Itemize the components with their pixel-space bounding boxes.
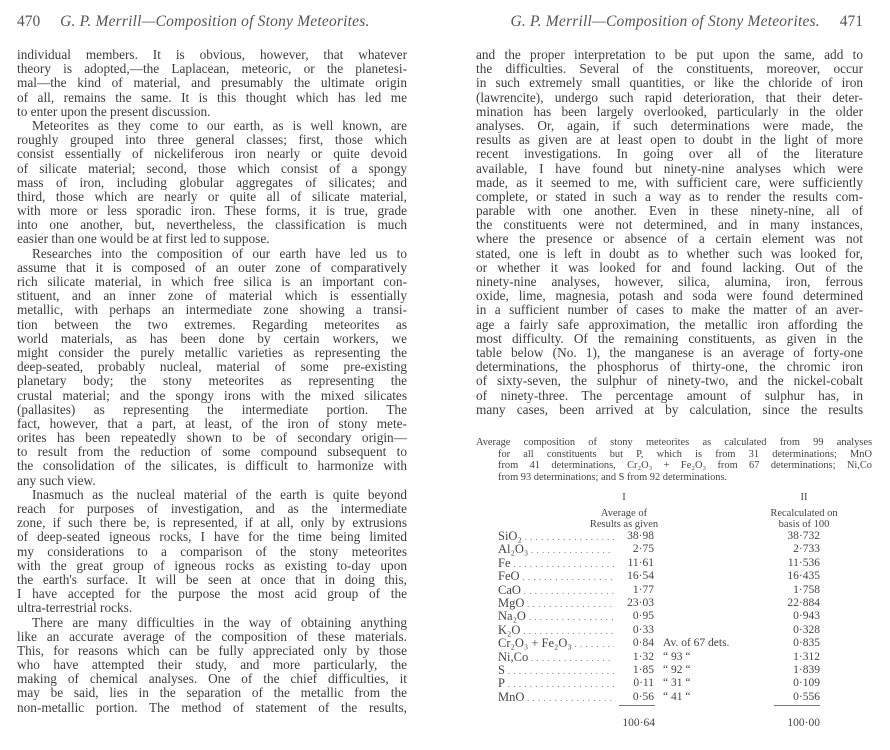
text-line: crustal material; and the spongy irons with the mixed silicates <box>17 388 407 403</box>
value-recalculated: 2·733 <box>793 543 820 556</box>
text-line: orites has been repeatedly shown to be of secondary origin— <box>17 431 407 446</box>
value-given: 23·03 <box>627 596 654 609</box>
text-line: may be said, lies in the separation of the metallic from the <box>17 686 407 701</box>
value-recalculated: 11·536 <box>787 556 820 569</box>
text-line: metallic, with perhaps an intermediate zone showing a transi- <box>17 303 407 318</box>
text-line: where the presence or absence of a certain element was not <box>476 232 863 247</box>
text-line: rich silicate material, in which free silica is an important con- <box>17 275 407 289</box>
text-line: available, I have found but ninety-nine analyses which were <box>476 161 863 176</box>
value-given: 0·84 <box>632 637 654 650</box>
text-line: to result from the reduction of some compound subsequent to <box>17 445 407 460</box>
text-line: ultra-terrestrial rocks. <box>17 601 133 616</box>
value-given: 11·61 <box>627 556 654 569</box>
value-recalculated: 38·732 <box>787 530 820 542</box>
value-recalculated: 22·884 <box>787 596 820 609</box>
text-line: There are many difficulties in the way of obtaining anything <box>32 615 407 630</box>
caption-line: from 93 determinations; and S from 92 determinations. <box>498 471 728 483</box>
table-caption <box>476 437 872 483</box>
table-row <box>476 691 876 704</box>
text-line: (lawrencite), undergo such rapid deterioration, that their deter- <box>476 90 863 105</box>
text-line: fact, however, that a part, at least, of the iron of stony mete- <box>17 416 407 431</box>
text-line: world materials, as has been done by certain workers, we <box>17 331 407 346</box>
text-line: most difficulty. Of the remaining constituents, as given in the <box>476 331 863 346</box>
text-line: determinations, the phosphorus of thirty-one, the chromic iron <box>476 360 863 375</box>
running-title: G. P. Merrill—Composition of Stony Meteorites. <box>60 13 370 30</box>
value-given: 0·33 <box>632 623 654 636</box>
text-line: of silicate material; second, those which consist of a spongy <box>17 161 407 176</box>
total-given: 100·64 <box>622 717 655 729</box>
text-line: might consider the purely metallic varieties as representing the <box>17 345 407 360</box>
constituent-name: K₂O . . . <box>498 624 614 638</box>
text-line: results as given are at least open to doubt in the light of more <box>476 133 863 148</box>
constituent-name: Cr₂O₃ + Fe₂O₃ . . . <box>498 637 614 651</box>
text-line: stated, one is left in doubt as to whether such was looked for, <box>476 246 863 261</box>
text-line: the difficulties. Several of the constituents, moreover, occur <box>476 62 863 77</box>
text-line: analyses. Or, again, if such determinations were made, the <box>476 118 863 133</box>
text-line: of all, remains the same. It is this thought which has led me <box>17 90 407 105</box>
running-head-left <box>17 13 407 31</box>
text-line: in a sufficient number of cases to make the matter of an aver- <box>476 303 863 318</box>
text-line: age a fairly safe approximation, the metallic iron affording the <box>476 317 863 332</box>
determination-note: “ 92 “ <box>663 663 691 676</box>
determination-note: “ 31 “ <box>663 677 691 690</box>
value-recalculated: 1·839 <box>793 663 820 676</box>
value-recalculated: 0·556 <box>793 690 820 703</box>
text-line: easier than one would be at first led to suppose. <box>17 232 270 247</box>
determination-note: Av. of 67 dets. <box>663 637 730 650</box>
text-line: any such view. <box>17 473 96 488</box>
text-line: parable with one another. Even in these ninety-nine, all of <box>476 204 863 219</box>
table-rows <box>476 530 876 704</box>
constituent-name: Fe . . . <box>498 557 614 571</box>
constituent-name: CaO . . . <box>498 584 614 598</box>
text-line: oxide, lime, magnesia, potash and soda were found determined <box>476 289 863 304</box>
text-line: mass of iron, including globular aggregates of silicates; and <box>17 175 407 190</box>
text-line: ninety-nine analyses, however, silica, alumina, iron, ferrous <box>476 275 863 289</box>
table-row <box>476 610 876 623</box>
value-given: 1·32 <box>632 650 654 663</box>
right-body-text <box>476 48 863 417</box>
text-line: the consolidation of the silicates, is difficult to harmonize with <box>17 459 407 474</box>
text-line: many cases, been arrived at by calculation, since the results <box>476 402 863 417</box>
text-line: theory is adopted,—the Laplacean, meteoric, or the planetesi- <box>17 62 407 77</box>
value-given: 0·11 <box>633 677 654 690</box>
value-recalculated: 0·943 <box>793 610 820 623</box>
column-numeral: II <box>800 492 808 503</box>
text-line: mal—the kind of material, and presumably the ultimate origin <box>17 76 407 91</box>
text-line: like an accurate average of the composition of these materials. <box>17 629 407 644</box>
text-line: recent investigations. In going over all of the literature <box>476 147 863 162</box>
constituent-name: Al₂O₃ . . . <box>498 543 614 557</box>
column-header-line: Results as given <box>589 519 659 530</box>
column-header-given <box>564 492 684 531</box>
text-line: roughly grouped into three general classes; first, those which <box>17 133 407 148</box>
text-line: deep-seated, probably nucleal, material of some pre-existing <box>17 360 407 375</box>
value-recalculated: 0·328 <box>793 623 820 636</box>
text-line: who have attempted their study, and more particularly, the <box>17 658 407 673</box>
text-line: consist essentially of nickeliferous iron nearly or quite devoid <box>17 147 407 162</box>
value-recalculated: 0·109 <box>793 677 820 690</box>
running-title: G. P. Merrill—Composition of Stony Meteorites. <box>510 13 820 30</box>
text-line: of deep-seated igneous rocks, I have for the time being limited <box>17 530 407 545</box>
value-given: 2·75 <box>632 543 654 556</box>
text-line: This, for reasons which can be fully appreciated only by those <box>17 643 407 658</box>
text-line: third, those which are nearly or quite all of silicate material, <box>17 189 407 204</box>
text-line: (pallasites) as representing the intermediate portion. The <box>17 402 407 417</box>
value-given: 1·77 <box>632 583 654 596</box>
table-row <box>476 637 876 650</box>
caption-line: from 41 determinations, Cr₂O₃ + Fe₂O₃ from 67 determinations; Ni,Co <box>498 460 872 472</box>
total-rule <box>619 705 655 706</box>
constituent-name: MgO . . . <box>498 597 614 611</box>
left-body-text <box>17 48 407 715</box>
text-line: making of chemical analyses. One of the chief difficulties, it <box>17 672 407 687</box>
column-header-recalculated <box>744 492 864 531</box>
text-line: my considerations to a comparison of the stony meteorites <box>17 544 407 559</box>
value-given: 1·85 <box>632 663 654 676</box>
text-line: complete, or stated in such a way as to render the results com- <box>476 189 863 204</box>
text-line: table below (No. 1), the manganese is an average of forty-one <box>476 345 863 360</box>
value-given: 38·98 <box>627 530 654 542</box>
right-page <box>476 0 872 750</box>
caption-line: Average composition of stony meteorites as calculated from 99 analyses <box>476 437 872 448</box>
text-line: stituent, and an inner zone of material which is essentially <box>17 289 407 304</box>
text-line: to enter upon the present discussion. <box>17 104 211 119</box>
table-row <box>476 543 876 556</box>
table-row <box>476 677 876 690</box>
column-header-line: Average of <box>600 507 648 519</box>
text-line: Inasmuch as the nucleal material of the earth is quite beyond <box>32 487 407 502</box>
text-line: of ninety-three. The percentage amount of sulphur has, in <box>476 388 863 403</box>
value-given: 0·56 <box>632 690 654 703</box>
text-line: tion between the two extremes. Regarding meteorites as <box>17 317 407 332</box>
total-recalculated: 100·00 <box>787 717 820 729</box>
determination-note: “ 93 “ <box>663 650 691 663</box>
table-row <box>476 530 876 543</box>
table-row <box>476 570 876 583</box>
text-line: planetary body; the stony meteorites as representing the <box>17 374 407 389</box>
text-line: mination has been largely overlooked, particularly in the older <box>476 104 863 119</box>
text-line: individual members. It is obvious, however, that whatever <box>17 48 407 62</box>
text-line: of sixty-seven, the sulphur of ninety-two, and the nickel-cobalt <box>476 374 863 389</box>
value-given: 0·95 <box>632 610 654 623</box>
column-numeral: I <box>622 492 626 503</box>
text-line: and the proper interpretation to be put upon the same, add to <box>476 48 863 62</box>
table-row <box>476 624 876 637</box>
value-recalculated: 1·312 <box>793 650 820 663</box>
text-line: the constituents were not determined, and in many instances, <box>476 218 863 233</box>
text-line: in such extremely small quantities, or like the chloride of iron <box>476 76 863 91</box>
text-line: reach for purposes of investigation, and as the intermediate <box>17 502 407 516</box>
text-line: with more or less sporadic iron. These forms, it is true, grade <box>17 204 407 219</box>
total-rule <box>774 705 820 706</box>
constituent-name: MnO . . . <box>498 691 614 705</box>
table-row <box>476 557 876 570</box>
column-header-line: basis of 100 <box>778 519 830 530</box>
column-header-line: Recalculated on <box>770 507 838 519</box>
constituent-name: P . . . <box>498 677 614 691</box>
value-recalculated: 0·835 <box>793 637 820 650</box>
text-line: or whether it was looked for and found lacking. Out of the <box>476 260 863 275</box>
determination-note: “ 41 “ <box>663 690 691 703</box>
value-recalculated: 16·435 <box>787 570 820 583</box>
table-row <box>476 664 876 677</box>
running-head-right <box>476 13 863 31</box>
left-page <box>17 0 407 750</box>
constituent-name: FeO . . . <box>498 570 614 584</box>
text-line: into one another, but, nevertheless, the classification is much <box>17 218 407 233</box>
value-recalculated: 1·758 <box>793 583 820 596</box>
page-number: 470 <box>17 13 41 30</box>
constituent-name: SiO₂ . . . <box>498 530 614 544</box>
text-line: made, as it seemed to me, with sufficient care, were sufficiently <box>476 175 863 190</box>
page-number: 471 <box>839 13 863 30</box>
table-row <box>476 597 876 610</box>
text-line: Researches into the composition of our earth have led us to <box>32 246 407 261</box>
text-line: zone, if such there be, is represented, if at all, only by extrusions <box>17 516 407 531</box>
constituent-name: Ni,Co . . . <box>498 651 614 665</box>
constituent-name: Na₂O . . . <box>498 610 614 624</box>
text-line: assume that it is composed of an outer zone of comparatively <box>17 260 407 275</box>
table-row <box>476 651 876 664</box>
text-line: the earth's surface. It will be seen at once that in doing this, <box>17 572 407 587</box>
text-line: Meteorites as they come to our earth, as is well known, are <box>32 118 407 133</box>
constituent-name: S . . . <box>498 664 614 678</box>
text-line: with the great group of igneous rocks as existing to-day upon <box>17 558 407 573</box>
text-line: non-metallic portion. The method of statement of the results, <box>17 700 407 715</box>
value-given: 16·54 <box>627 570 654 583</box>
table-row <box>476 584 876 597</box>
caption-line: for all constituents but P, which is from 31 determinations; MnO <box>498 448 872 460</box>
text-line: I have accepted for the purpose the most acid group of the <box>17 587 407 602</box>
